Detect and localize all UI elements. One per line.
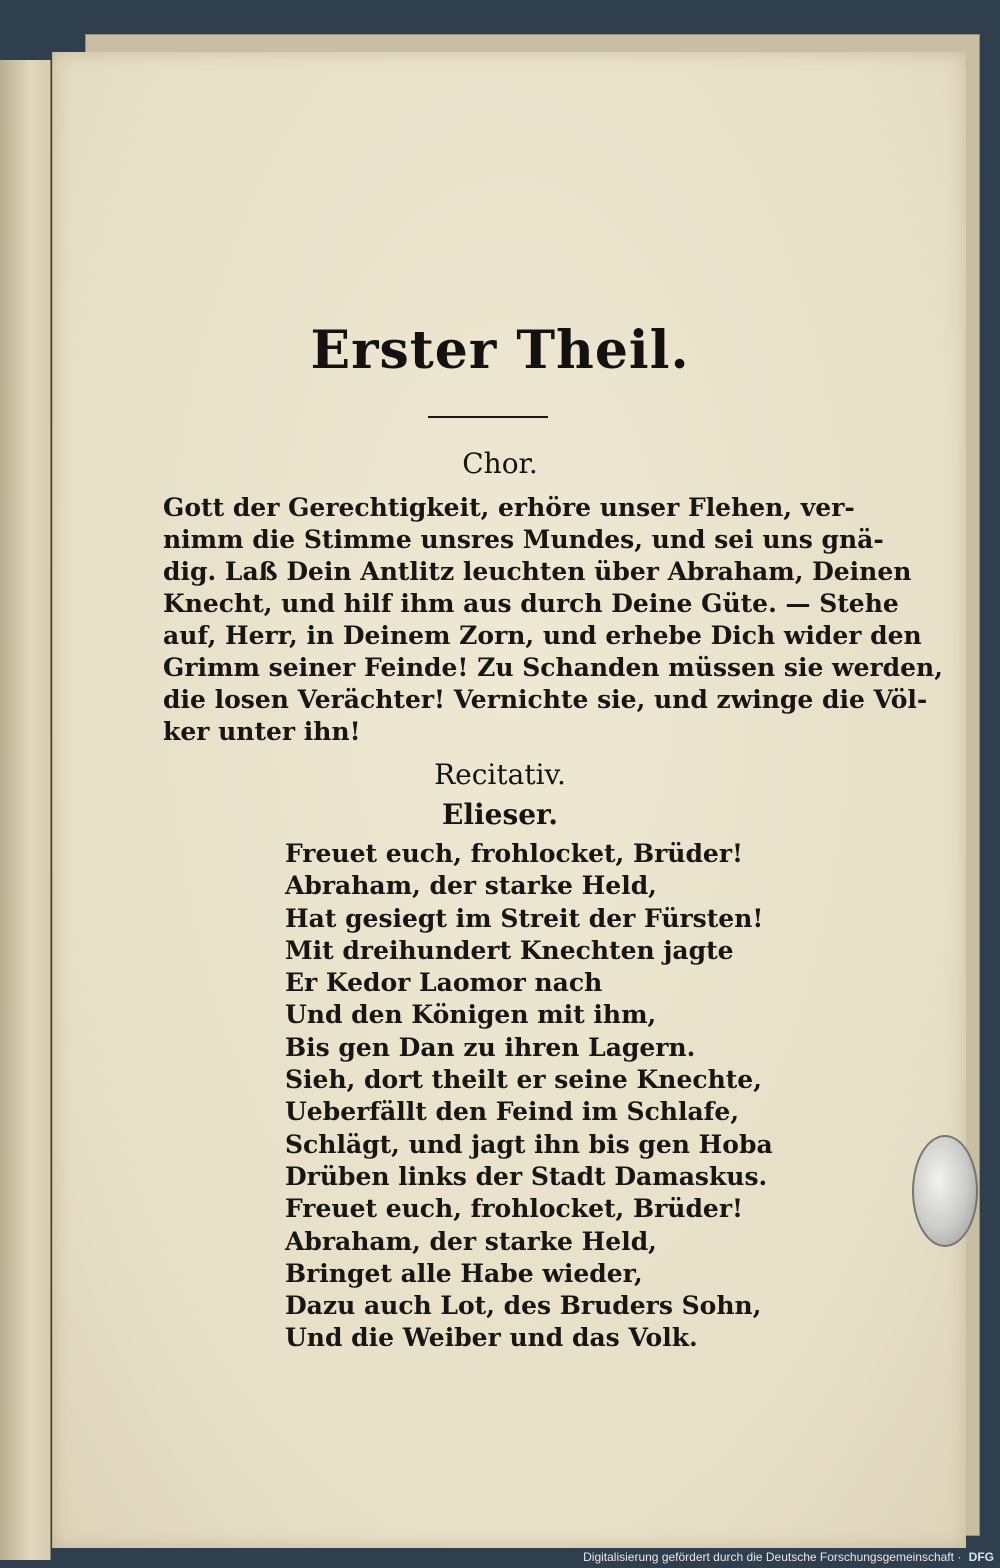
verse-line: Schlägt, und jagt ihn bis gen Hoba (285, 1129, 773, 1159)
text-line: dig. Laß Dein Antlitz leuchten über Abraham, Deinen (163, 557, 912, 586)
verse-line: Bis gen Dan zu ihren Lagern. (285, 1032, 696, 1062)
verse-block (285, 838, 773, 1355)
chor-paragraph (163, 492, 943, 748)
digitization-footer: Digitalisierung gefördert durch die Deutsche Forschungsgemeinschaft · DFG (583, 1550, 994, 1564)
text-line: ker unter ihn! (163, 717, 361, 746)
verse-line: Und den Königen mit ihm, (285, 1000, 657, 1030)
verse-line: Freuet euch, frohlocket, Brüder! (285, 1194, 743, 1224)
verse-line: Drüben links der Stadt Damaskus. (285, 1161, 768, 1191)
text-line: Grimm seiner Feinde! Zu Schanden müssen sie werden, (163, 653, 943, 682)
text-line: Knecht, und hilf ihm aus durch Deine Güte. — Stehe (163, 589, 899, 618)
verse-line: Ueberfällt den Feind im Schlafe, (285, 1097, 740, 1127)
recitativ-heading: Recitativ. (434, 758, 566, 791)
verse-line: Abraham, der starke Held, (285, 1226, 657, 1256)
title-rule (428, 416, 548, 418)
verse-line: Bringet alle Habe wieder, (285, 1258, 643, 1288)
verse-line: Er Kedor Laomor nach (285, 968, 603, 998)
verse-line: Freuet euch, frohlocket, Brüder! (285, 839, 743, 868)
text-line: Gott der Gerechtigkeit, erhöre unser Flehen, ver- (163, 493, 855, 522)
verse-line: Und die Weiber und das Volk. (285, 1323, 698, 1353)
text-line: die losen Verächter! Vernichte sie, und zwinge die Völ- (163, 685, 928, 714)
speaker-heading: Elieser. (442, 798, 558, 831)
verse-line: Abraham, der starke Held, (285, 871, 657, 901)
footer-text: Digitalisierung gefördert durch die Deutsche Forschungsgemeinschaft (583, 1550, 954, 1564)
text-line: nimm die Stimme unsres Mundes, und sei uns gnä- (163, 525, 884, 554)
page-clip (912, 1135, 978, 1247)
page-title: Erster Theil. (310, 320, 690, 381)
verse-line: Dazu auch Lot, des Bruders Sohn, (285, 1291, 762, 1321)
verse-line: Hat gesiegt im Streit der Fürsten! (285, 903, 764, 933)
verse-line: Mit dreihundert Knechten jagte (285, 935, 734, 965)
chor-heading: Chor. (462, 447, 538, 480)
text-line: auf, Herr, in Deinem Zorn, und erhebe Dich wider den (163, 621, 922, 650)
dfg-logo: DFG (968, 1550, 994, 1564)
verse-line: Sieh, dort theilt er seine Knechte, (285, 1065, 762, 1095)
